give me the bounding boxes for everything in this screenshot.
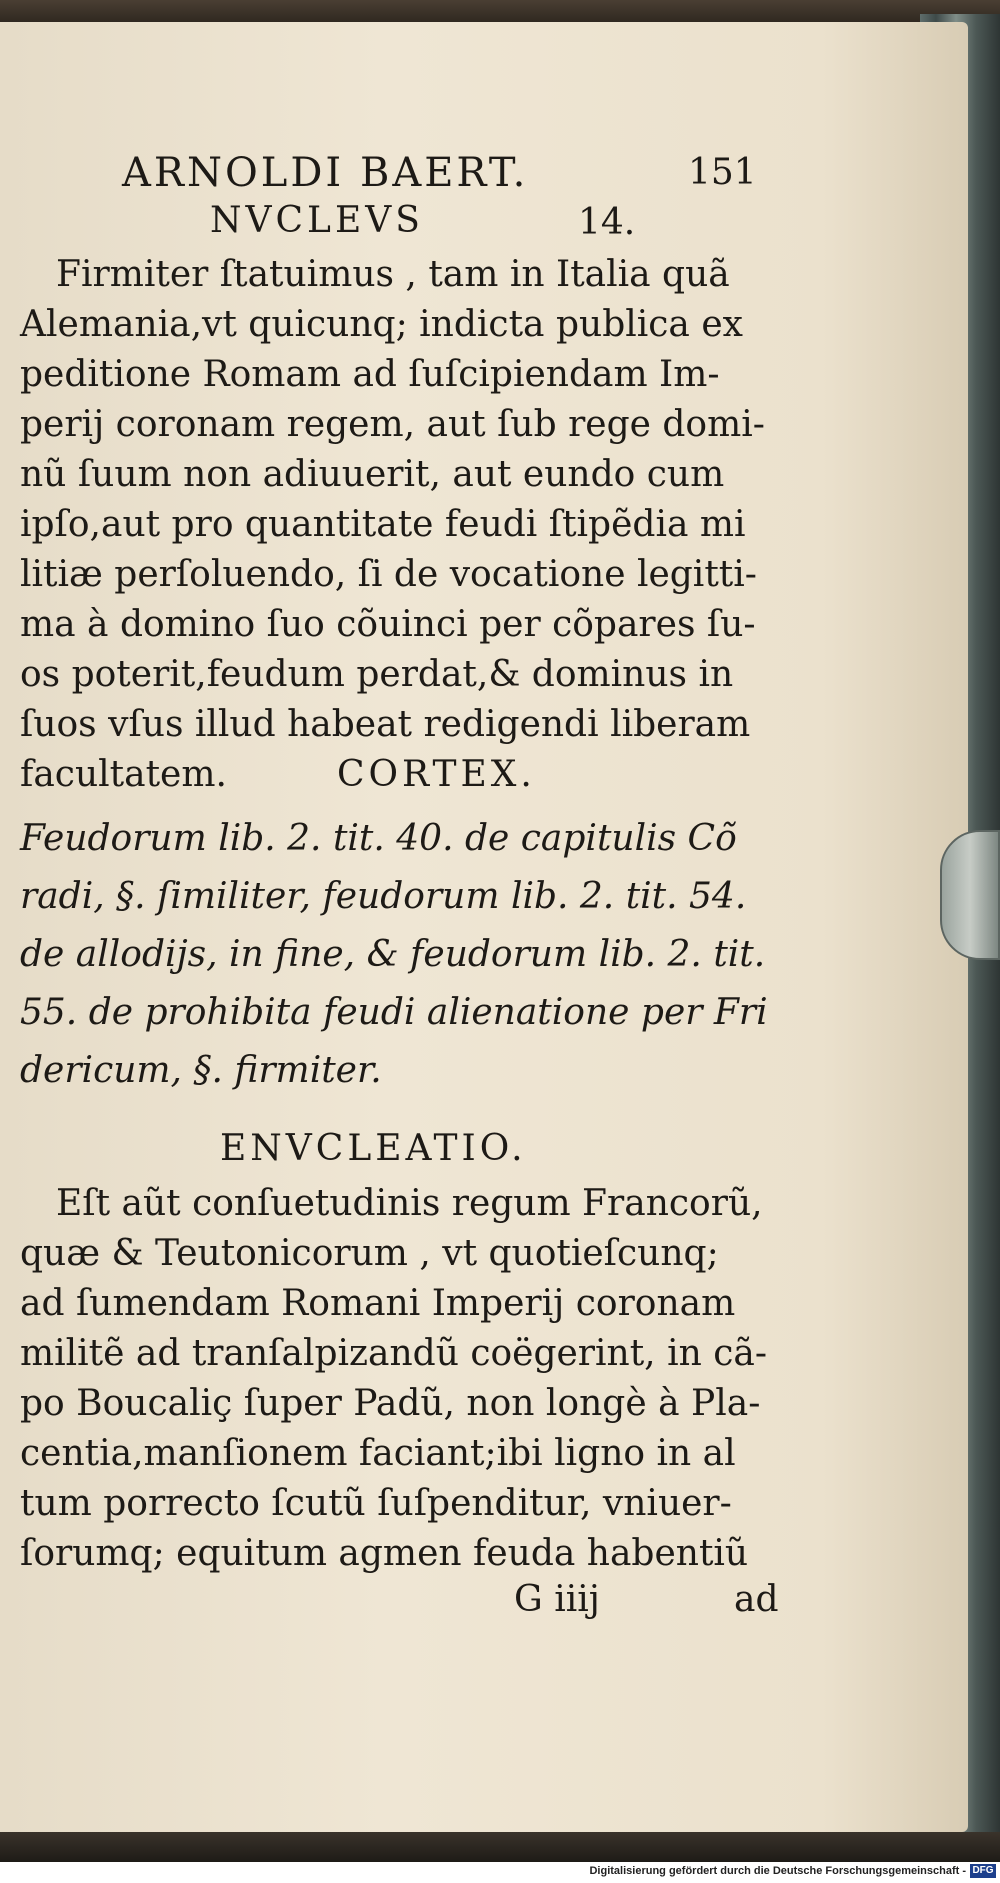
nucleus-heading xyxy=(20,200,790,250)
cortex-line: de allodijs, in fine, & feudorum lib. 2. tit. xyxy=(20,934,766,975)
cortex-line: dericum, §. firmiter. xyxy=(20,1050,382,1091)
enucleatio-heading: ENVCLEATIO. xyxy=(220,1128,527,1169)
text-line: militẽ ad tranſalpizandũ coëgerint, in cã- xyxy=(20,1333,767,1374)
text-line: Alemania,vt quicunq; indicta publica ex xyxy=(20,304,743,345)
text-line: peditione Romam ad ſuſcipiendam Im- xyxy=(20,354,720,395)
cortex-line: radi, §. ſimiliter, feudorum lib. 2. tit. 54. xyxy=(20,876,747,917)
text-line: ſorumq; equitum agmen feuda habentiũ xyxy=(20,1533,749,1574)
text-line: tum porrecto ſcutũ ſuſpenditur, vniuer- xyxy=(20,1483,732,1524)
text-line: ma à domino ſuo cõuinci per cõpares ſu- xyxy=(20,604,756,645)
text-line: nũ ſuum non adiuuerit, aut eundo cum xyxy=(20,454,725,495)
page-number: 151 xyxy=(688,152,757,193)
cortex-line: Feudorum lib. 2. tit. 40. de capitulis Cõ xyxy=(20,818,737,859)
book-clasp xyxy=(940,830,1000,960)
text-line: centia,manſionem faciant;ibi ligno in al xyxy=(20,1433,736,1474)
signature-line xyxy=(20,1579,790,1629)
text-line: Firmiter ſtatuimus , tam in Italia quã xyxy=(56,254,730,295)
text-line: perij coronam regem, aut ſub rege domi- xyxy=(20,404,765,445)
cortex-paragraph xyxy=(20,810,790,1100)
signature-mark: G iiij xyxy=(514,1579,600,1620)
page-text xyxy=(20,150,790,1629)
text-line: quæ & Teutonicorum , vt quotieſcunq; xyxy=(20,1233,719,1274)
nucleus-paragraph xyxy=(20,250,790,800)
text-line: os poterit,feudum perdat,& dominus in xyxy=(20,654,734,695)
dfg-logo: DFG xyxy=(970,1864,996,1878)
catchword: ad xyxy=(734,1579,779,1620)
nucleus-last-word: facultatem. xyxy=(20,754,227,795)
text-line: litiæ perſoluendo, ſi de vocatione legitti- xyxy=(20,554,757,595)
cortex-line: 55. de prohibita feudi alienatione per Fri xyxy=(20,992,768,1033)
text-line: po Boucaliç ſuper Padũ, non longè à Pla- xyxy=(20,1383,761,1424)
text-line: Eſt aũt conſuetudinis regum Francorũ, xyxy=(56,1183,763,1224)
cortex-heading: CORTEX. xyxy=(336,754,536,795)
text-line: ipſo,aut pro quantitate feudi ſtipẽdia mi xyxy=(20,504,746,545)
book-bottom-edge xyxy=(0,1832,1000,1862)
text-line: ad ſumendam Romani Imperij coronam xyxy=(20,1283,736,1324)
running-head-title: ARNOLDI BAERT. xyxy=(122,150,529,196)
running-head xyxy=(20,150,790,200)
text-line xyxy=(20,750,790,800)
text-line: ſuos vſus illud habeat redigendi liberam xyxy=(20,704,751,745)
nucleus-heading-label: NVCLEVS xyxy=(210,200,424,241)
digitization-credit: Digitalisierung gefördert durch die Deutsche Forschungsgemeinschaft - xyxy=(589,1865,966,1877)
enucleatio-paragraph xyxy=(20,1179,790,1579)
nucleus-heading-number: 14. xyxy=(578,202,636,243)
